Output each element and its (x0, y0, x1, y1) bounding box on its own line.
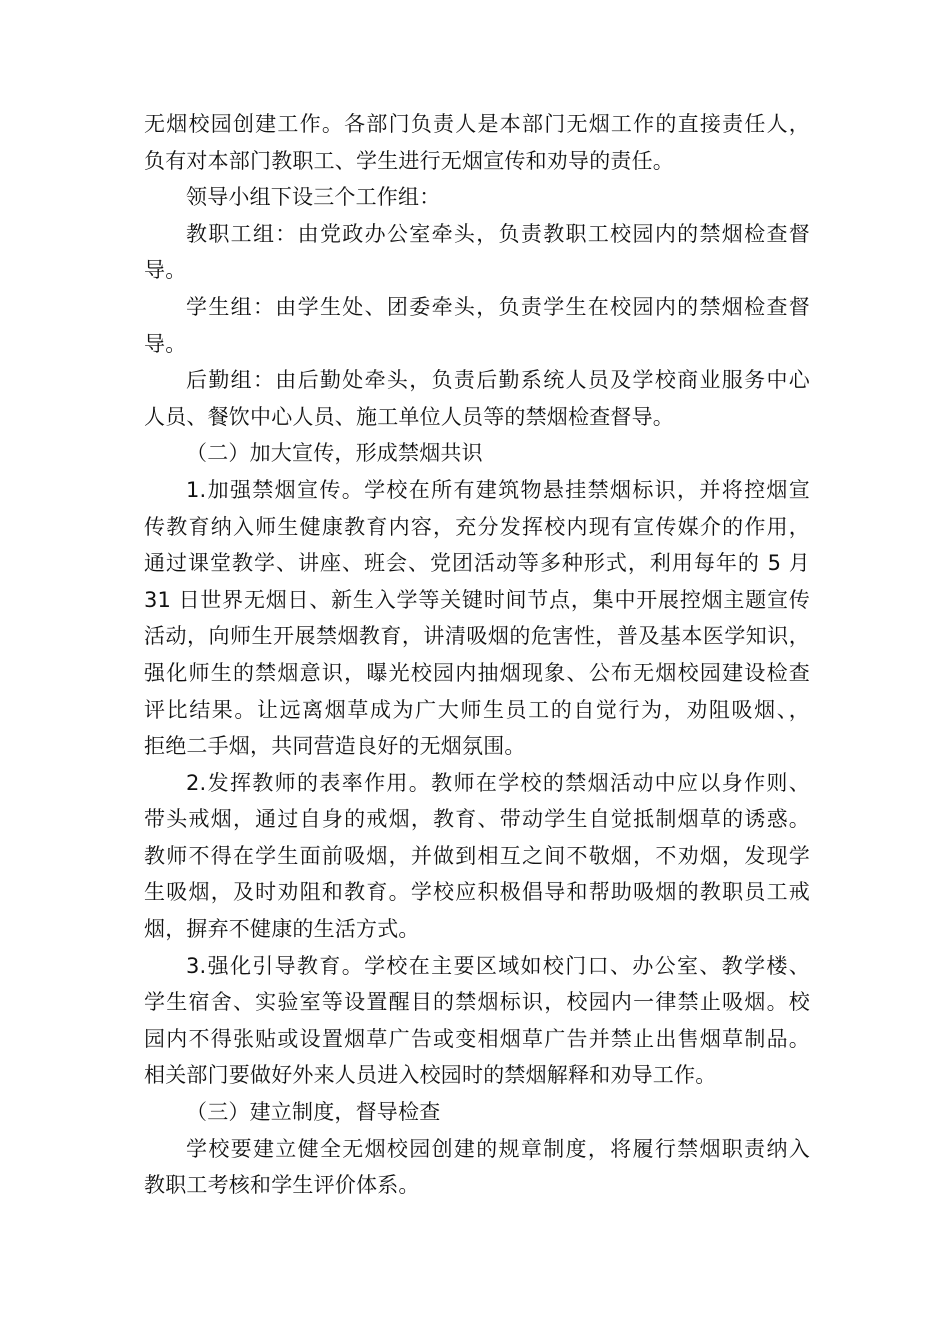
paragraph-line: 活动，向师生开展禁烟教育，讲清吸烟的危害性，普及基本医学知识， (144, 624, 810, 649)
paragraph-line: 强化师生的禁烟意识，曝光校园内抽烟现象、公布无烟校园建设检查 (144, 660, 810, 685)
paragraph-line: 学生宿舍、实验室等设置醒目的禁烟标识，校园内一律禁止吸烟。校 (144, 990, 810, 1015)
paragraph-line: 3.强化引导教育。学校在主要区域如校门口、办公室、教学楼、 (186, 953, 810, 978)
paragraph-line: 相关部门要做好外来人员进入校园时的禁烟解释和劝导工作。 (144, 1063, 717, 1088)
document-body (144, 106, 810, 1204)
paragraph-line: 教职工考核和学生评价体系。 (144, 1173, 420, 1198)
paragraph-line: 后勤组：由后勤处牵头，负责后勤系统人员及学校商业服务中心 (186, 368, 810, 393)
paragraph-line: 烟，摒弃不健康的生活方式。 (144, 917, 420, 942)
paragraph-line: 园内不得张贴或设置烟草广告或变相烟草广告并禁止出售烟草制品。 (144, 1026, 810, 1051)
paragraph-line: 学校要建立健全无烟校园创建的规章制度，将履行禁烟职责纳入 (186, 1136, 810, 1161)
paragraph-line: 拒绝二手烟，共同营造良好的无烟氛围。 (144, 734, 526, 759)
paragraph-line: 导。 (144, 258, 187, 283)
paragraph-line: 31 日世界无烟日、新生入学等关键时间节点，集中开展控烟主题宣传 (144, 587, 810, 612)
paragraph-line: 评比结果。让远离烟草成为广大师生员工的自觉行为，劝阻吸烟、， (144, 697, 810, 722)
paragraph-line: 1.加强禁烟宣传。学校在所有建筑物悬挂禁烟标识，并将控烟宣 (186, 477, 810, 502)
section-heading: （二）加大宣传，形成禁烟共识 (186, 441, 483, 466)
paragraph-line: 带头戒烟，通过自身的戒烟，教育、带动学生自觉抵制烟草的诱惑。 (144, 807, 810, 832)
paragraph-line: 通过课堂教学、讲座、班会、党团活动等多种形式，利用每年的 5 月 (144, 551, 810, 576)
paragraph-line: 传教育纳入师生健康教育内容，充分发挥校内现有宣传媒介的作用， (144, 514, 810, 539)
paragraph-line: 教职工组：由党政办公室牵头，负责教职工校园内的禁烟检查督 (186, 221, 810, 246)
paragraph-line: 学生组：由学生处、团委牵头，负责学生在校园内的禁烟检查督 (186, 294, 810, 319)
paragraph-line: 导。 (144, 331, 187, 356)
paragraph-line: 无烟校园创建工作。各部门负责人是本部门无烟工作的直接责任人， (144, 112, 810, 136)
section-heading: （三）建立制度，督导检查 (186, 1100, 441, 1125)
paragraph-line: 教师不得在学生面前吸烟，并做到相互之间不敬烟，不劝烟，发现学 (144, 843, 810, 868)
paragraph-line: 人员、餐饮中心人员、施工单位人员等的禁烟检查督导。 (144, 404, 674, 429)
paragraph-line: 生吸烟，及时劝阻和教育。学校应积极倡导和帮助吸烟的教职员工戒 (144, 880, 810, 905)
paragraph-line: 2.发挥教师的表率作用。教师在学校的禁烟活动中应以身作则、 (186, 770, 810, 795)
paragraph-line: 领导小组下设三个工作组： (186, 185, 441, 210)
paragraph-line: 负有对本部门教职工、学生进行无烟宣传和劝导的责任。 (144, 148, 674, 173)
